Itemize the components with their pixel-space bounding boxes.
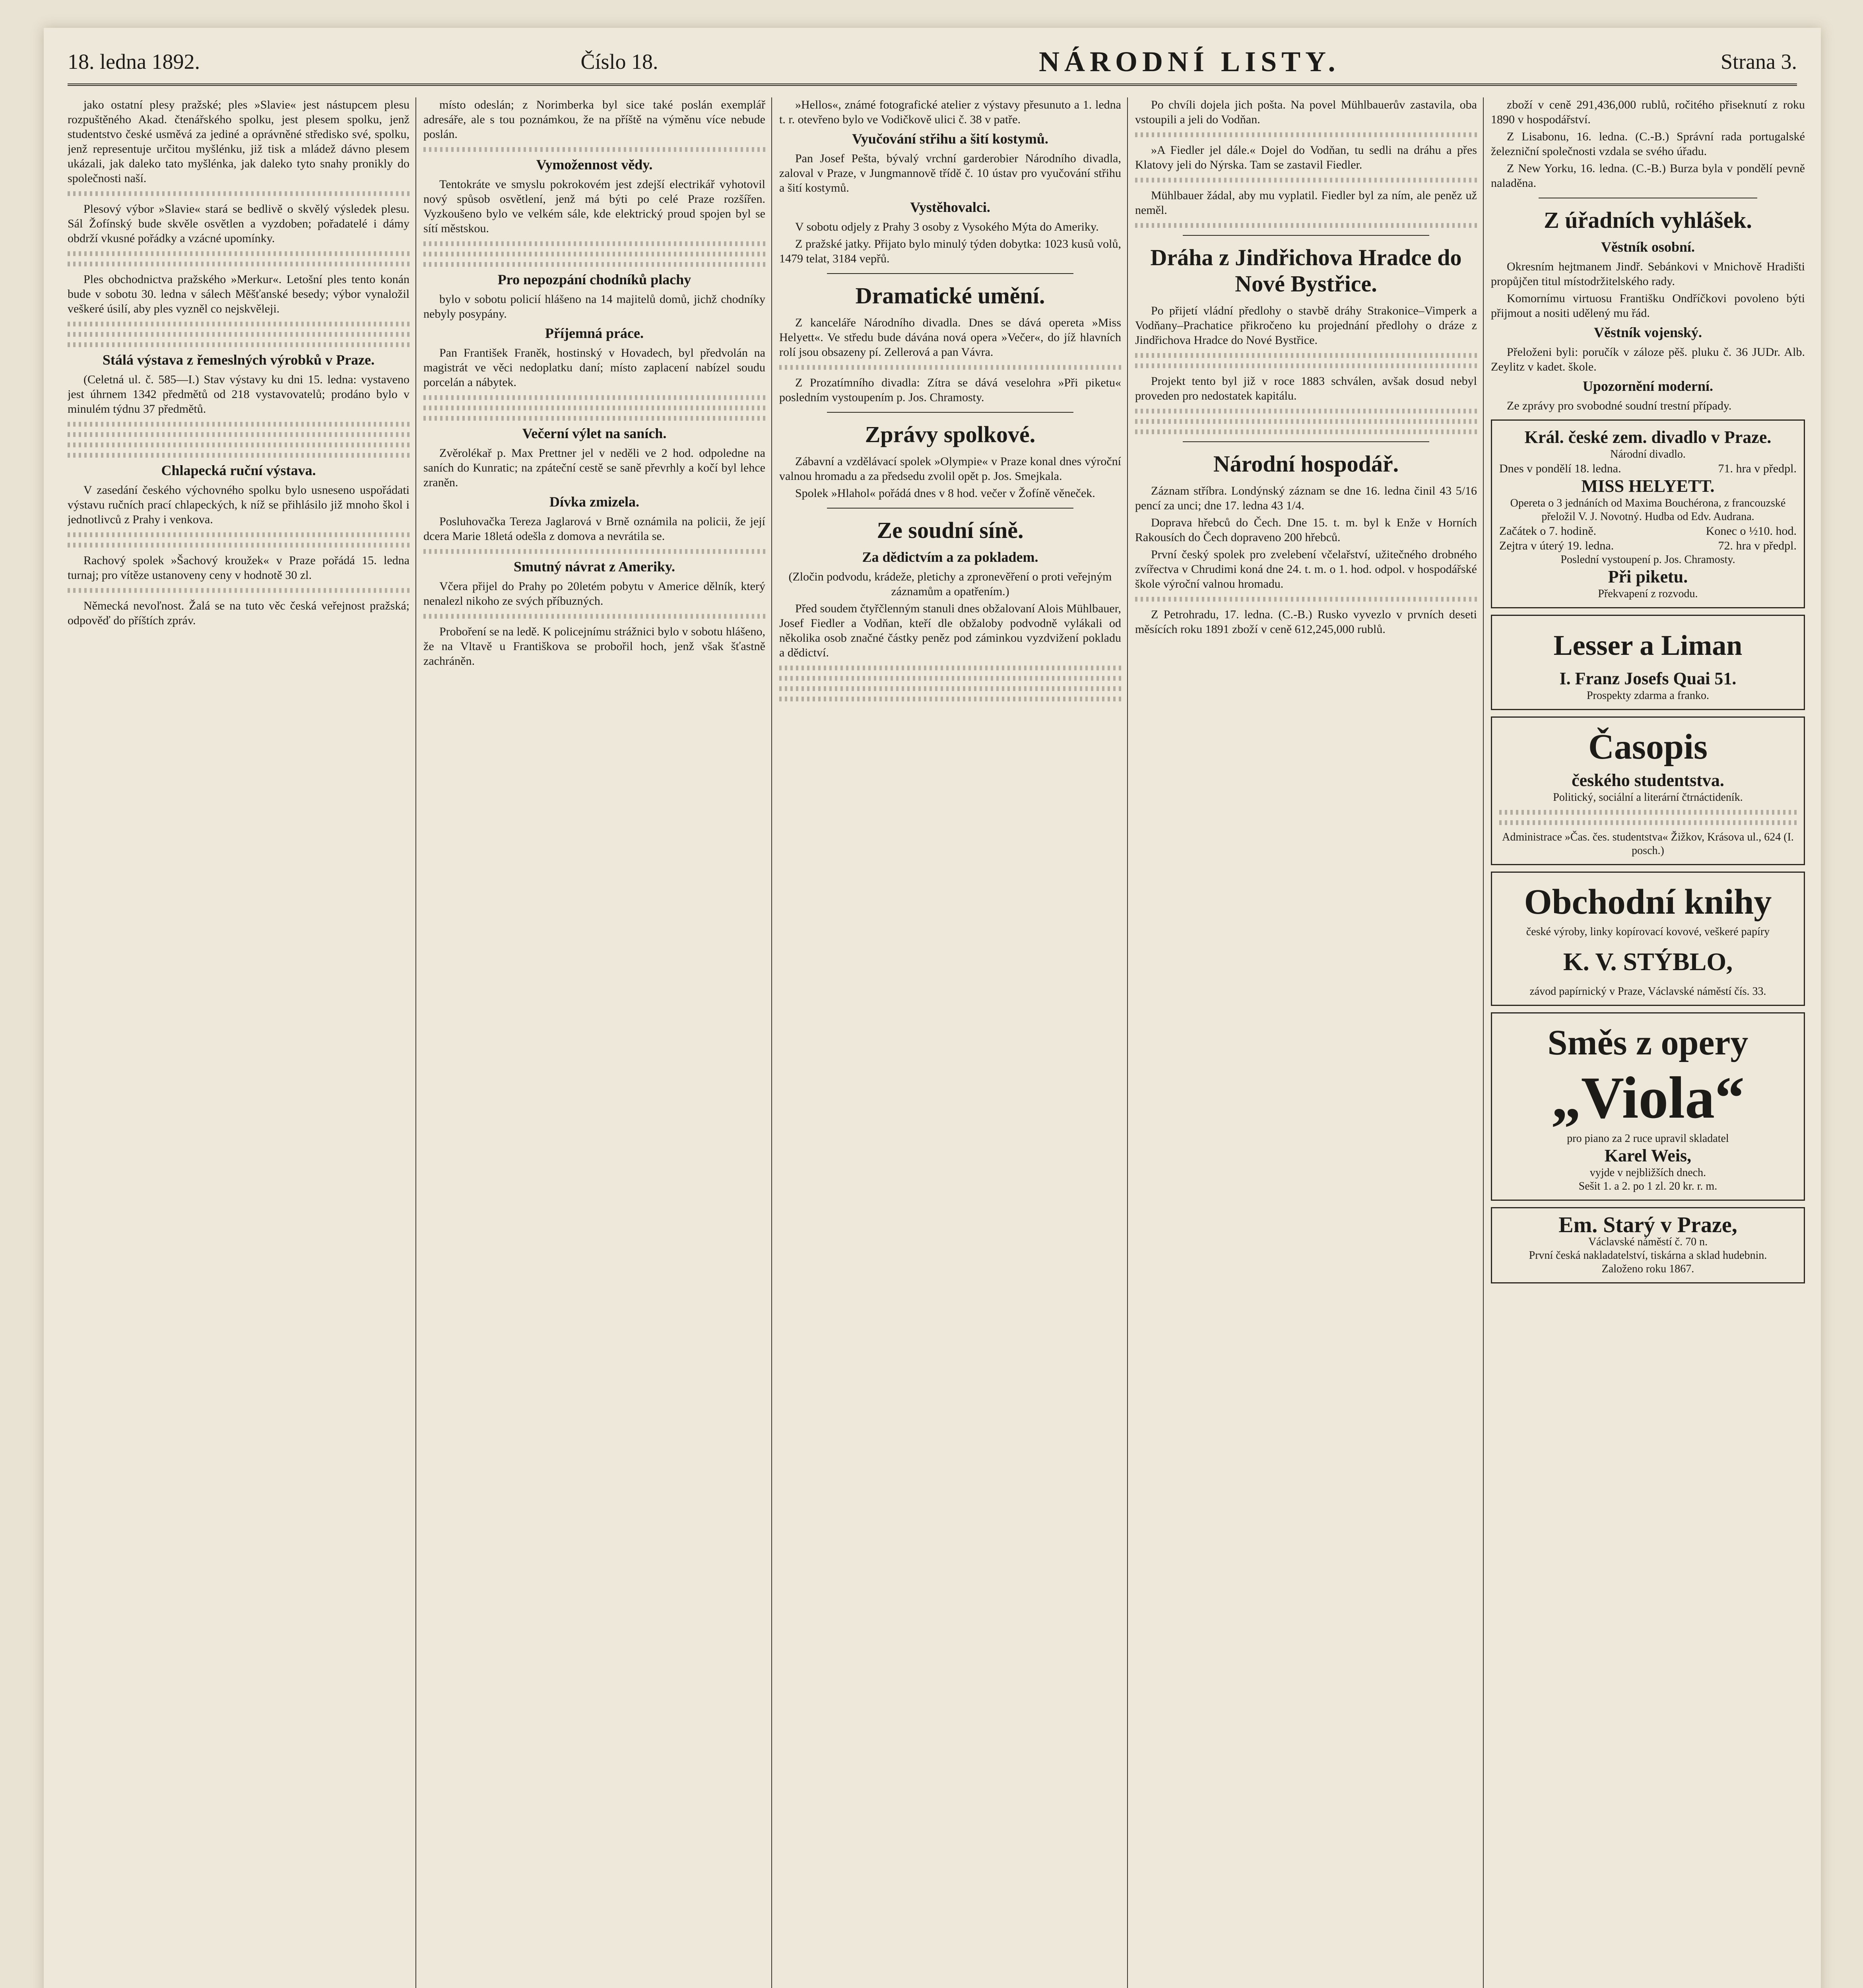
advertiser-address: Václavské náměstí č. 70 n. <box>1588 1236 1708 1248</box>
column-divider <box>415 97 416 1988</box>
text-block <box>68 322 409 326</box>
article-heading: Věstník osobní. <box>1601 239 1695 255</box>
advertisement <box>1491 872 1805 1006</box>
advertiser-address: I. Franz Josefs Quai 51. <box>1559 669 1737 688</box>
advertiser-name: K. V. STÝBLO, <box>1563 947 1733 976</box>
article-text: Záznam stříbra. Londýnský záznam se dne 16. ledna činil 43 5/16 pencí za unci; dne 17. ledna 43 1/4. <box>1135 484 1477 512</box>
theater-subtitle: Národní divadlo. <box>1610 448 1686 460</box>
ad-text: Prospekty zdarma a franko. <box>1587 689 1709 702</box>
section-heading: Dráha z Jindřichova Hradce do Nové Bystřice. <box>1150 245 1462 297</box>
article-text: Včera přijel do Prahy po 20letém pobytu v Americe dělník, který nenalezl nikoho ze svých příbuzných. <box>423 580 765 608</box>
article-text: bylo v sobotu policií hlášeno na 14 majitelů domů, jichž chodníky nebyly posypány. <box>423 293 765 320</box>
text-block <box>68 332 409 337</box>
article-heading: Pro nepozpání chodníků plachy <box>497 272 691 287</box>
text-block <box>68 453 409 458</box>
article-text: Doprava hřebců do Čech. Dne 15. t. m. byl k Enže v Horních Rakousích do Čech dopraveno 200 hřebců. <box>1135 516 1477 544</box>
text-block <box>1499 810 1797 815</box>
ad-title: Časopis <box>1588 727 1708 767</box>
text-block <box>423 406 765 410</box>
text-block <box>68 262 409 266</box>
text-block <box>1135 597 1477 602</box>
ad-headline: „Viola“ <box>1551 1065 1745 1131</box>
text-block <box>68 443 409 447</box>
article-heading: Za dědictvím a za pokladem. <box>862 549 1038 565</box>
article-text: Z pražské jatky. Přijato bylo minulý týden dobytka: 1023 kusů volů, 1479 telat, 3184 vepřů. <box>779 237 1121 265</box>
issue-date: 18. ledna 1892. <box>68 50 200 74</box>
article-text: Z Prozatímního divadla: Zítra se dává veselohra »Při piketu« posledním vystoupením p. Jos. Chramosty. <box>779 376 1121 404</box>
article-text: »Hellos«, známé fotografické atelier z výstavy přesunuto a 1. ledna t. r. otevřeno bylo ve Vodičkově ulici č. 38 v patře. <box>779 98 1121 126</box>
ad-text: pro piano za 2 ruce upravil skladatel <box>1567 1132 1729 1145</box>
theater-title: Král. české zem. divadlo v Praze. <box>1524 427 1772 447</box>
article-text: Pan Josef Pešta, bývalý vrchní garderobier Národního divadla, zaloval v Praze, v Jungmannově třídě č. 10 ústav pro vyučování střihu a šití kostymů. <box>779 152 1121 194</box>
article-text: První český spolek pro zvelebení včelařství, užitečného drobného zvířectva v Chrudimi koná dne 24. t. m. o 1. hod. odpol. v hospodářské škole výroční valnou hromadu. <box>1135 548 1477 590</box>
text-block <box>1499 820 1797 825</box>
article-text: »A Fiedler jel dále.« Dojel do Vodňan, tu sedli na dráhu a přes Klatovy jeli do Nýrska. Tam se zastavil Fiedler. <box>1135 144 1477 171</box>
article-text: Projekt tento byl již v roce 1883 schválen, avšak dosud nebyl proveden pro nedostatek kapitálu. <box>1135 375 1477 402</box>
article-heading: Večerní výlet na saních. <box>522 425 667 441</box>
text-block <box>68 191 409 196</box>
article-text: Tentokráte ve smyslu pokrokovém jest zdejší electrikář vyhotovil nový spůsob osvětlení, jenž má býti po celé Praze rozšířen. Vyzkoušeno bylo ve velkém sále, kde elektrický proud spojen byl se sítí městskou. <box>423 178 765 235</box>
article-text: (Celetná ul. č. 585—I.) Stav výstavy ku dni 15. ledna: vystaveno jest úhrnem 1342 předmětů od 218 vystavovatelů; prodáno bylo v minulém týdnu 37 předmětů. <box>68 373 409 415</box>
article-heading: Vystěhovalci. <box>910 199 990 215</box>
advertiser-name: Karel Weis, <box>1604 1146 1692 1165</box>
article-heading: Stálá výstava z řemeslných výrobků v Praze. <box>102 352 375 368</box>
play-title: Při piketu. <box>1608 567 1688 586</box>
article-text: V zasedání českého výchovného spolku bylo usneseno uspořádati výstavu ručních prací chlapeckých, k níž se přihlásilo již mnoho škol i jednotlivců z Prahy i venkova. <box>68 483 409 526</box>
text-block <box>1135 363 1477 368</box>
ad-text: závod papírnický v Praze, Václavské náměstí čís. 33. <box>1529 985 1766 998</box>
column-divider <box>1483 97 1484 1988</box>
issue-number: Číslo 18. <box>580 50 658 74</box>
ad-subtitle: českého studentstva. <box>1572 771 1724 790</box>
ad-text: vyjde v nejbližších dnech. <box>1589 1167 1706 1179</box>
section-heading: Národní hospodář. <box>1213 451 1399 477</box>
theater-listing <box>1491 419 1805 608</box>
article-text: Před soudem čtyřčlenným stanuli dnes obžalovaní Alois Mühlbauer, Josef Fiedler a Vodňan, kteří dle obžaloby podvodně vylákali od několika osob značné částky peněz pod záminkou vyzdvižení pokladu a dědictví. <box>779 602 1121 659</box>
article-heading: Vymožennost vědy. <box>536 157 653 173</box>
text-block <box>423 252 765 256</box>
text-block <box>779 676 1121 681</box>
subscription-number: 72. hra v předpl. <box>1718 539 1797 552</box>
text-block <box>423 614 765 619</box>
text-block <box>1135 419 1477 424</box>
text-block <box>423 395 765 400</box>
advertisement <box>1491 716 1805 865</box>
page-number: Strana 3. <box>1721 50 1797 74</box>
masthead <box>68 40 1797 86</box>
article-heading: Chlapecká ruční výstava. <box>161 462 316 478</box>
article-heading: Příjemná práce. <box>545 325 644 341</box>
ad-title: Směs z opery <box>1547 1023 1749 1062</box>
text-block <box>1135 353 1477 358</box>
ad-text: První česká nakladatelství, tiskárna a sklad hudebnin. <box>1529 1249 1767 1262</box>
subscription-number: 71. hra v předpl. <box>1718 462 1797 475</box>
ad-text: Založeno roku 1867. <box>1601 1263 1694 1275</box>
text-block <box>423 147 765 152</box>
end-time: Konec o ½10. hod. <box>1706 524 1797 538</box>
section-heading: Z úřadních vyhlášek. <box>1544 207 1752 233</box>
article-text: Z kanceláře Národního divadla. Dnes se dává opereta »Miss Helyett«. Ve středu bude dávána nová opera »Večer«, do jíž hlavních rolí jsou obsazeny pí. Zellerová a pan Vávra. <box>779 316 1121 359</box>
article-text: Proboření se na ledě. K policejnímu strážnici bylo v sobotu hlášeno, že na Vltavě u Františkova se probořil hoch, jenž však šťastně zachráněn. <box>423 625 765 668</box>
column-4 <box>1135 97 1477 1988</box>
article-text: Posluhovačka Tereza Jaglarová v Brně oznámila na policii, že její dcera Marie 18letá odešla z domova a nevrátila se. <box>423 515 765 543</box>
article-text: Z New Yorku, 16. ledna. (C.-B.) Burza byla v pondělí pevně naladěna. <box>1491 162 1805 190</box>
ad-title: Obchodní knihy <box>1524 882 1772 922</box>
section-heading: Zprávy spolkové. <box>865 421 1036 447</box>
text-block <box>68 422 409 427</box>
text-block <box>1135 409 1477 414</box>
text-block <box>68 432 409 437</box>
article-text: Zábavní a vzdělávací spolek »Olympie« v Praze konal dnes výroční valnou hromadu a za předsedu zvolil opět p. Jos. Smejkala. <box>779 455 1121 483</box>
play-description: Opereta o 3 jednáních od Maxima Bouchérona, z francouzské přeložil V. J. Novotný. Hudba od Edv. Audrana. <box>1510 497 1786 523</box>
newspaper-page <box>44 28 1821 1988</box>
article-text: Německá nevoľnost. Žalá se na tuto věc česká veřejnost pražská; odpověď do příštích zpráv. <box>68 599 409 627</box>
article-text: Ze zprávy pro svobodné soudní trestní případy. <box>1507 399 1732 412</box>
section-divider <box>827 412 1073 413</box>
text-block <box>779 666 1121 670</box>
text-block <box>779 686 1121 691</box>
article-text: zboží v ceně 291,436,000 rublů, ročitého přiseknutí z roku 1890 v hospodářství. <box>1491 98 1805 126</box>
advertiser-name: Lesser a Liman <box>1553 629 1743 661</box>
theater-row <box>1499 524 1797 538</box>
article-text: Plesový výbor »Slavie« stará se bedlivě o skvělý výsledek plesu. Sál Žofínský bude skvěle osvětlen a vyzdoben; pořadatelé i dámy obdrží vkusné pořádky a vzácné upomínky. <box>68 202 409 245</box>
text-block <box>68 251 409 256</box>
article-text: Ples obchodnictva pražského »Merkur«. Letošní ples tento konán bude v sobotu 30. ledna v sálech Měšťanské besedy; výbor vynaložil veškeré úsilí, aby ples vyzněl co nejskvěleji. <box>68 273 409 315</box>
article-heading: Dívka zmizela. <box>549 494 639 510</box>
column-2 <box>423 97 765 1988</box>
article-text: Po chvíli dojela jich pošta. Na povel Mühlbauerův zastavila, oba vstoupili a jeli do Vodňan. <box>1135 98 1477 126</box>
column-3 <box>779 97 1121 1988</box>
ad-text: české výroby, linky kopírovací kovové, veškeré papíry <box>1526 926 1770 938</box>
column-1 <box>68 97 409 1988</box>
text-block <box>68 543 409 547</box>
article-text: Zvěrolékař p. Max Prettner jel v neděli ve 2 hod. odpoledne na saních do Kunratic; na zpáteční cestě se saně převrhly a kočí byl lehce zraněn. <box>423 447 765 489</box>
ad-text: Politický, sociální a literární čtrnáctideník. <box>1553 791 1743 804</box>
article-heading: Vyučování střihu a šití kostymů. <box>852 131 1048 147</box>
text-block <box>68 588 409 593</box>
text-block <box>68 532 409 537</box>
section-heading: Ze soudní síně. <box>877 517 1024 543</box>
section-divider <box>1183 235 1429 236</box>
article-text: Pan František Franěk, hostinský v Hovadech, byl předvolán na magistrát ve věci nedoplatku daní; místo zaplacení nabízel soudu porcelán a nábytek. <box>423 346 765 389</box>
performance-date: Dnes v pondělí 18. ledna. <box>1499 462 1621 475</box>
text-block <box>423 262 765 267</box>
section-divider <box>827 273 1073 274</box>
article-text: Komornímu virtuosu Františku Ondříčkovi povoleno býti přijmout a nositi udělený mu řád. <box>1491 292 1805 320</box>
play-note: Poslední vystoupení p. Jos. Chramosty. <box>1560 553 1735 566</box>
advertiser-name: Em. Starý v Praze, <box>1558 1213 1737 1237</box>
text-block <box>779 697 1121 701</box>
article-text: Spolek »Hlahol« pořádá dnes v 8 hod. večer v Žofíně věneček. <box>795 487 1095 500</box>
text-block <box>1135 429 1477 434</box>
column-5 <box>1491 97 1805 1988</box>
article-text: Z Petrohradu, 17. ledna. (C.-B.) Rusko vyvezlo v prvních deseti měsících roku 1891 zboží v ceně 612,245,000 rublů. <box>1135 608 1477 636</box>
text-block <box>1135 223 1477 228</box>
column-divider <box>771 97 772 1988</box>
text-block <box>1135 132 1477 137</box>
article-text: Rachový spolek »Šachový kroužek« v Praze pořádá 15. ledna turnaj; pro vítěze ustanoveny ceny v hodnotě 30 zl. <box>68 554 409 582</box>
text-block <box>423 241 765 246</box>
article-text: jako ostatní plesy pražské; ples »Slavie« jest nástupcem plesu rozpuštěného Akad. čtenářského spolku, jest plesem spolku, jenž studentstvo české usměvá za jediné a oprávněné středisko své, spolku, jenž representuje určitou myšlénku, již tisk a mládež dávno plesem ukázali, jak daleko tato myšlénka, jak daleko tyto snahy pronikly do společnosti naší. <box>68 98 409 185</box>
section-divider <box>1183 441 1429 442</box>
advertisement <box>1491 615 1805 710</box>
text-block <box>68 342 409 347</box>
article-text: Po přijetí vládní předlohy o stavbě dráhy Strakonice–Vimperk a Vodňany–Prachatice přikročeno ku projednání předlohy o dráze z Jindřichova Hradce do Nové Bystřice. <box>1135 304 1477 347</box>
section-divider <box>827 508 1073 509</box>
newspaper-title: NÁRODNÍ LISTY. <box>1039 45 1340 78</box>
article-heading: Věstník vojenský. <box>1593 324 1702 340</box>
theater-row <box>1499 538 1797 553</box>
article-heading: Upozornění moderní. <box>1583 378 1713 394</box>
ad-text: Administrace »Čas. čes. studentstva« Žižkov, Krásova ul., 624 (I. posch.) <box>1502 831 1794 857</box>
column-divider <box>1127 97 1128 1988</box>
article-text: Z Lisabonu, 16. ledna. (C.-B.) Správní rada portugalské železniční společnosti vzdala se svého úřadu. <box>1491 130 1805 158</box>
article-heading: Smutný návrat z Ameriky. <box>513 559 675 575</box>
article-subtitle: (Zločin podvodu, krádeže, pletichy a zpronevěření o proti veřejným záznamům a opatřením.) <box>788 570 1112 598</box>
advertisement <box>1491 1207 1805 1283</box>
text-block <box>1135 178 1477 182</box>
article-text: místo odeslán; z Norimberka byl sice také poslán exemplář adresáře, ale s tou poznámkou, že na příště na výměnu více nebude poslán. <box>423 98 765 141</box>
article-text: Okresním hejtmanem Jindř. Sebánkovi v Mnichově Hradišti propůjčen titul místodržitelského rady. <box>1491 260 1805 288</box>
text-block <box>423 416 765 421</box>
article-text: Mühlbauer žádal, aby mu vyplatil. Fiedler byl za ním, ale peněz už neměl. <box>1135 189 1477 217</box>
section-heading: Dramatické umění. <box>855 283 1045 309</box>
play-title: MISS HELYETT. <box>1581 476 1715 496</box>
performance-date: Zejtra v úterý 19. ledna. <box>1499 539 1614 552</box>
article-text: Přeloženi byli: poručík v záloze pěš. pluku č. 36 JUDr. Alb. Zeylitz v kadet. škole. <box>1491 346 1805 373</box>
ad-price: Sešit 1. a 2. po 1 zl. 20 kr. r. m. <box>1578 1180 1717 1192</box>
theater-row <box>1499 461 1797 476</box>
advertisement <box>1491 1012 1805 1201</box>
play-title: Překvapení z rozvodu. <box>1598 588 1698 600</box>
text-block <box>779 365 1121 370</box>
start-time: Začátek o 7. hodině. <box>1499 524 1597 538</box>
article-text: V sobotu odjely z Prahy 3 osoby z Vysokého Mýta do Ameriky. <box>795 220 1099 233</box>
text-block <box>423 549 765 554</box>
